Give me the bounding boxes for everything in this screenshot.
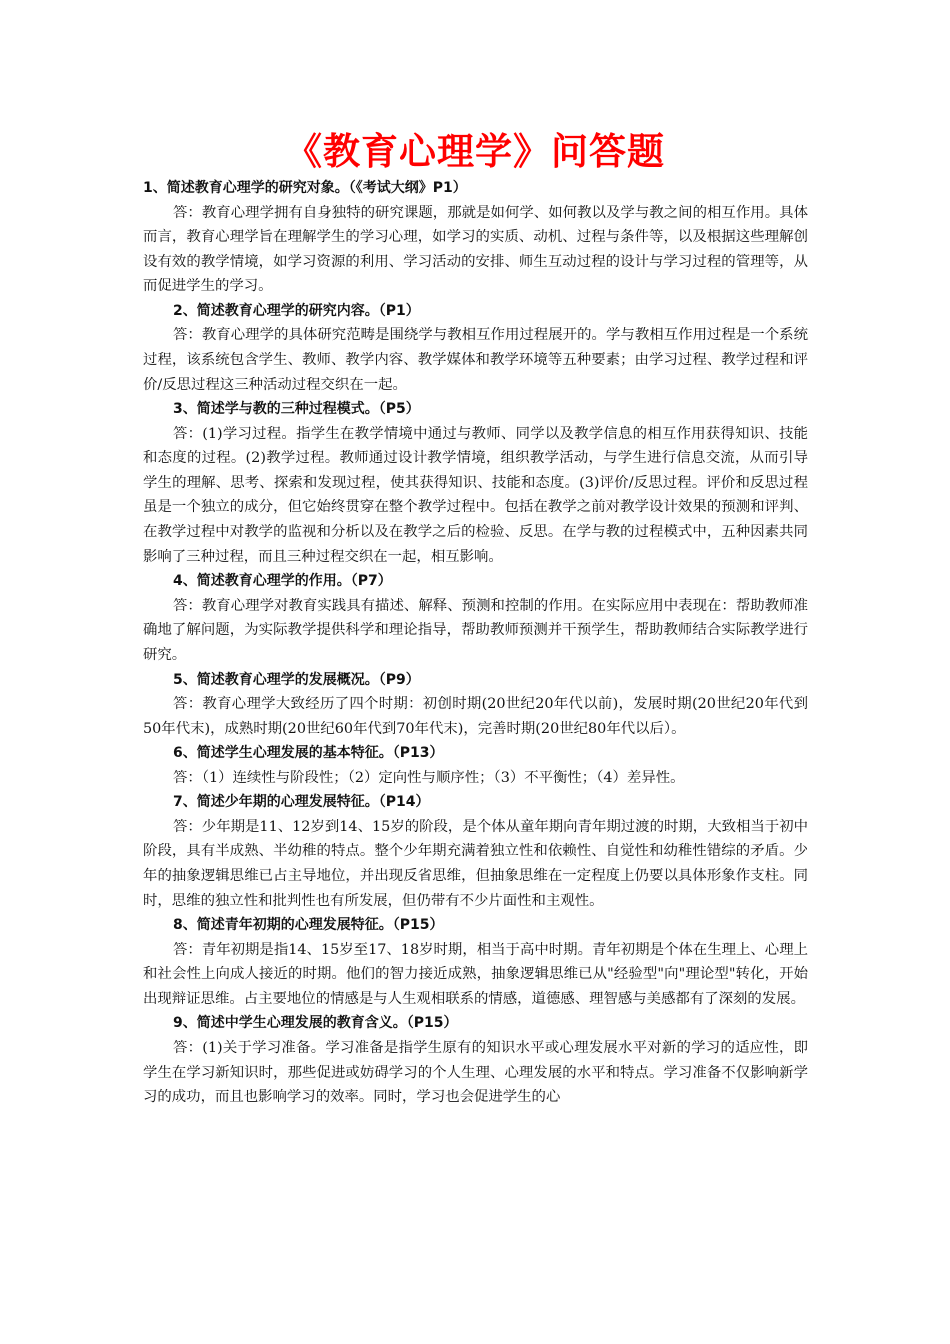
qa-item-2 bbox=[143, 299, 808, 397]
question-9: 9、简述中学生心理发展的教育含义。（P15） bbox=[173, 1015, 458, 1032]
question-7: 7、简述少年期的心理发展特征。（P14） bbox=[173, 794, 430, 811]
answer-8: 答：青年初期是指14、15岁至17、18岁时期，相当于高中时期。青年初期是个体在生理上、心理上和社会性上向成人接近的时期。他们的智力接近成熟，抽象逻辑思维已从"经验型"向"理论型"转化，开始出现辩证思维。占主要地位的情感是与人生观相联系的情感，道德感、理智感与美感都有了深刻的发展。 bbox=[143, 941, 808, 1007]
question-3: 3、简述学与教的三种过程模式。（P5） bbox=[173, 401, 420, 418]
question-6: 6、简述学生心理发展的基本特征。（P13） bbox=[173, 745, 444, 762]
qa-item-3 bbox=[143, 397, 808, 569]
answer-9: 答：(1)关于学习准备。学习准备是指学生原有的知识水平或心理发展水平对新的学习的适应性，即学生在学习新知识时，那些促进或妨碍学习的个人生理、心理发展的水平和特点。学习准备不仅影响新学习的成功，而且也影响学习的效率。同时，学习也会促进学生的心 bbox=[143, 1039, 808, 1106]
answer-2: 答：教育心理学的具体研究范畴是围绕学与教相互作用过程展开的。学与教相互作用过程是一个系统过程，该系统包含学生、教师、教学内容、教学媒体和教学环境等五种要素；由学习过程、教学过程和评价/反思过程这三种活动过程交织在一起。 bbox=[143, 327, 808, 393]
qa-item-5 bbox=[143, 668, 808, 742]
qa-list bbox=[143, 176, 808, 1110]
qa-item-8 bbox=[143, 913, 808, 1011]
question-2: 2、简述教育心理学的研究内容。（P1） bbox=[173, 302, 420, 319]
answer-5: 答：教育心理学大致经历了四个时期：初创时期(20世纪20年代以前)，发展时期(20世纪20年代到50年代末)，成熟时期(20世纪60年代到70年代末)，完善时期(20世纪80年代以后）。 bbox=[143, 696, 808, 737]
qa-item-7 bbox=[143, 790, 808, 913]
qa-item-4 bbox=[143, 569, 808, 667]
qa-item-1 bbox=[143, 176, 808, 299]
question-4: 4、简述教育心理学的作用。（P7） bbox=[173, 573, 392, 590]
qa-item-6 bbox=[143, 741, 808, 790]
question-8: 8、简述青年初期的心理发展特征。（P15） bbox=[173, 917, 444, 934]
answer-4: 答：教育心理学对教育实践具有描述、解释、预测和控制的作用。在实际应用中表现在：帮助教师准确地了解问题，为实际教学提供科学和理论指导，帮助教师预测并干预学生，帮助教师结合实际教学进行研究。 bbox=[143, 597, 808, 663]
question-1: 1、简述教育心理学的研究对象。（《考试大纲》P1） bbox=[143, 180, 467, 196]
document-title: 《教育心理学》问答题 bbox=[285, 130, 665, 173]
qa-item-9 bbox=[143, 1011, 808, 1109]
answer-7: 答：少年期是11、12岁到14、15岁的阶段，是个体从童年期向青年期过渡的时期，大致相当于初中阶段，具有半成熟、半幼稚的特点。整个少年期充满着独立性和依赖性、自觉性和幼稚性错综的矛盾。少年的抽象逻辑思维已占主导地位，并出现反省思维，但抽象思维在一定程度上仍要以具体形象作支柱。同时，思维的独立性和批判性也有所发展，但仍带有不少片面性和主观性。 bbox=[143, 818, 808, 909]
answer-1: 答：教育心理学拥有自身独特的研究课题，那就是如何学、如何教以及学与教之间的相互作用。具体而言，教育心理学旨在理解学生的学习心理，如学习的实质、动机、过程与条件等，以及根据这些理解创设有效的教学情境，如学习资源的利用、学习活动的安排、师生互动过程的设计与学习过程的管理等，从而促进学生的学习。 bbox=[143, 204, 808, 295]
answer-3: 答：(1)学习过程。指学生在教学情境中通过与教师、同学以及教学信息的相互作用获得知识、技能和态度的过程。(2)教学过程。教师通过设计教学情境，组织教学活动，与学生进行信息交流，从而引导学生的理解、思考、探索和发现过程，使其获得知识、技能和态度。(3)评价/反思过程。评价和反思过程虽是一个独立的成分，但它始终贯穿在整个教学过程中。包括在教学之前对教学设计效果的预测和评判、在教学过程中对教学的监视和分析以及在教学之后的检验、反思。在学与教的过程模式中，五种因素共同影响了三种过程，而且三种过程交织在一起，相互影响。 bbox=[143, 425, 808, 565]
question-5: 5、简述教育心理学的发展概况。（P9） bbox=[173, 671, 420, 688]
answer-6: 答：（1）连续性与阶段性；（2）定向性与顺序性；（3）不平衡性；（4）差异性。 bbox=[173, 769, 685, 786]
